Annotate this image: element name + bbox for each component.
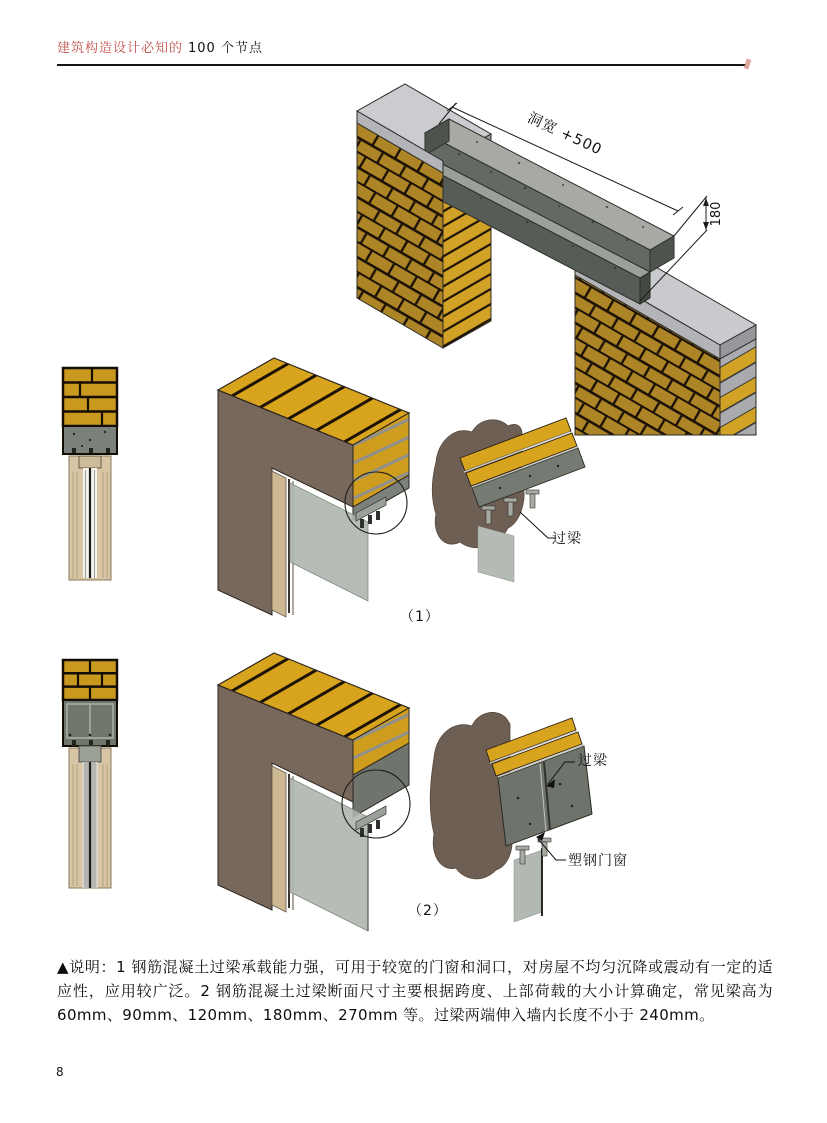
- explanation-notes: ▲说明：1 钢筋混凝土过梁承载能力强，可用于较宽的门窗和洞口，对房屋不均匀沉降或震动有一定的适应性，应用较广泛。2 钢筋混凝土过梁断面尺寸主要根据跨度、上部荷载的大小计算确定，常见梁高为 60mm、90mm、120mm、180mm、270mm 等。过梁两端伸入墙内长度不小于 240mm。: [57, 958, 773, 1024]
- header-rule: [57, 64, 746, 66]
- strip1-lintel-section: [63, 426, 117, 454]
- opening-width-dim-label: 洞宽 +500: [524, 110, 605, 159]
- fig2-lintel-label: 过梁: [578, 753, 608, 769]
- lintel-detail-view-2: [420, 698, 635, 923]
- beam-height-dim-label: 180: [709, 201, 724, 227]
- corner-axon-view-2: [210, 650, 422, 940]
- fig1-lintel-label: 过梁: [552, 531, 582, 547]
- d1-lintel-leader-line: [520, 512, 556, 538]
- strip2-window-frame-section: [69, 746, 111, 888]
- header-rule-ornament: [744, 58, 752, 69]
- lintel-section-strip-1: [60, 366, 122, 584]
- d1-glass: [478, 526, 514, 582]
- cv1-wall: [218, 358, 409, 615]
- corner-axon-view-1: [210, 355, 422, 623]
- page-number: 8: [56, 1065, 64, 1079]
- fig2-caption: （2）: [408, 903, 448, 919]
- series-number: 100 个节点: [188, 41, 263, 56]
- strip2-lintel-section: [63, 700, 117, 746]
- lintel-section-strip-2: [60, 658, 122, 892]
- fig1-caption: （1）: [400, 609, 440, 625]
- lintel-detail-view-1: [420, 410, 615, 585]
- strip1-window-frame-section: [69, 456, 111, 580]
- strip2-brick-section: [63, 660, 117, 700]
- strip1-brick-section: [63, 368, 117, 426]
- page-header: [57, 37, 263, 56]
- fig2-window-label: 塑钢门窗: [568, 853, 628, 869]
- d2-glass: [514, 848, 542, 922]
- series-title: 建筑构造设计必知的: [57, 41, 184, 56]
